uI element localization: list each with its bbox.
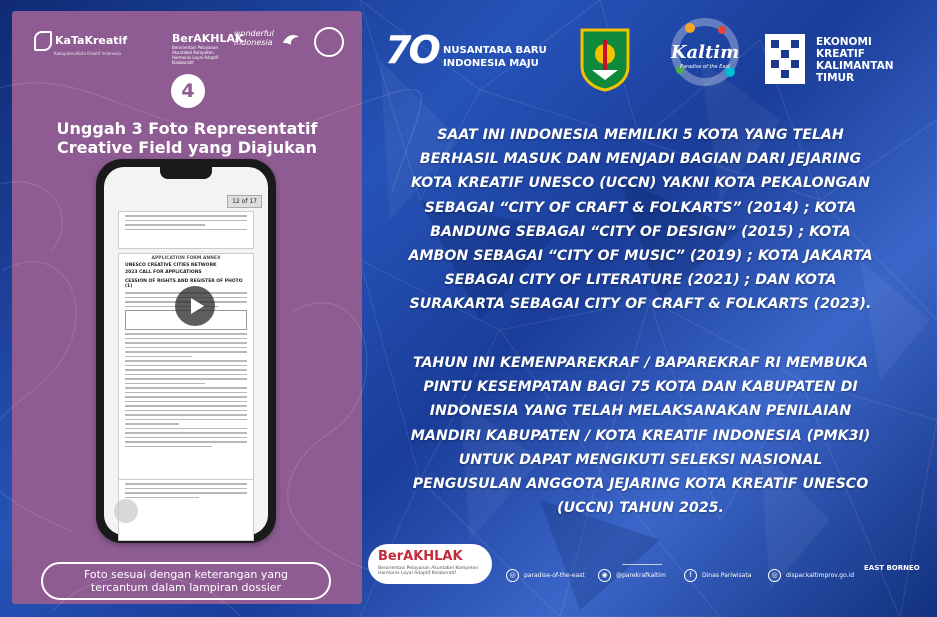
katakreatif-logo: KaTaKreatif Kabupaten/Kota Kreatif Indonesia [34, 31, 127, 56]
paragraph-selection-2025: TAHUN INI KEMENPAREKRAF / BAPAREKRAF RI MEMBUKA PINTU KESEMPATAN BAGI 75 KOTA DAN KABUPATEN DI INDONESIA YANG TELAH MELAKSANAKAN PENILAIAN MANDIRI KABUPATEN / KOTA KREATIF INDONESIA (PMK3I) UNTUK DAPAT MENGIKUTI SELEKSI NASIONAL PENGUSULAN ANGGOTA JEJARING KOTA KREATIF UNESCO (UCCN) TAHUN 2025. [410, 355, 871, 517]
footer-facebook-link[interactable]: f Dinas Pariwisata [684, 569, 751, 582]
wonderful-indonesia-logo: wonderful indonesia [234, 29, 274, 47]
phone-notch [160, 167, 212, 179]
phone-screen [104, 167, 268, 535]
page-indicator: 12 of 17 [227, 195, 262, 208]
card-heading: Unggah 3 Foto Representatif Creative Field yang Diajukan [56, 119, 318, 157]
east-borneo-logo: EAST BORNEO [864, 564, 920, 572]
partner-logos: 7O NUSANTARA BARU INDONESIA MAJU Kaltim Paradise of the East EKONOMI KREATIF KALIMANTAN TIMUR [385, 22, 915, 102]
svg-text:Paradise of the East: Paradise of the East [679, 64, 731, 70]
logo-70-icon: 7O [385, 28, 438, 72]
footer-instagram-link[interactable]: ◉ @parekrafkaltim [598, 569, 666, 582]
globe-icon: ◎ [506, 569, 519, 582]
footer-berakhlak-logo: BerAKHLAK Berorientasi Pelayanan Akuntabel Kompeten Harmonis Loyal Adaptif Kolaboratif [368, 544, 492, 584]
ministry-emblem-icon [314, 27, 344, 57]
web-icon: ◎ [768, 569, 781, 582]
berakhlak-logo: BerAKHLAK Berorientasi Pelayanan Akuntabel Kompeten Harmonis Loyal Adaptif Kolaboratif [172, 32, 244, 65]
katakreatif-icon [34, 31, 52, 51]
play-button[interactable] [175, 286, 215, 326]
document-page-top [118, 211, 254, 249]
home-indicator[interactable] [114, 499, 138, 523]
footer-website-link[interactable]: ◎ paradise-of-the-east [506, 569, 585, 582]
katakreatif-subtitle: Kabupaten/Kota Kreatif Indonesia [54, 51, 121, 56]
paragraph-uccn-cities: SAAT INI INDONESIA MEMILIKI 5 KOTA YANG TELAH BERHASIL MASUK DAN MENJADI BAGIAN DARI JEJARING KOTA KREATIF UNESCO (UCCN) YAKNI KOTA PEKALONGAN SEBAGAI “CITY OF CRAFT & FOLKARTS” (2014) ; KOTA BANDUNG SEBAGAI “CITY OF DESIGN” (2015) ; KOTA AMBON SEBAGAI “CITY OF MUSIC” (2019) ; KOTA JAKARTA SEBAGAI CITY OF LITERATURE (2021) ; DAN KOTA SURAKARTA SEBAGAI CITY OF CRAFT & FOLKARTS (2023). [408, 127, 873, 313]
kaltim-province-shield-icon [578, 26, 632, 92]
svg-text:Kaltim: Kaltim [670, 42, 740, 63]
berakhlak-subtitle: Berorientasi Pelayanan Akuntabel Kompeten Harmonis Loyal Adaptif Kolaboratif [172, 45, 219, 65]
card-logo-bar [24, 25, 350, 65]
instagram-icon: ◉ [598, 569, 611, 582]
footer-divider [622, 564, 662, 565]
kaltim-tourism-logo [660, 12, 750, 94]
document-page-bottom [118, 479, 254, 541]
caption-box: Foto sesuai dengan keterangan yang tercantum dalam lampiran dossier [41, 562, 331, 600]
garuda-swirl-icon [280, 29, 302, 51]
step-number-badge: 4 [171, 74, 205, 108]
facebook-icon: f [684, 569, 697, 582]
document-page: APPLICATION FORM ANNEX UNESCO CREATIVE CITIES NETWORK 2023 CALL FOR APPLICATIONS CESSION OF RIGHTS AND REGISTER OF PHOTO (1) [118, 253, 254, 517]
ekraf-pattern-icon [763, 32, 807, 86]
phone-mockup [96, 159, 276, 543]
tutorial-card [12, 11, 362, 604]
footer-bar [368, 544, 928, 594]
footer-web-link[interactable]: ◎ dispar.kaltimprov.go.id [768, 569, 854, 582]
